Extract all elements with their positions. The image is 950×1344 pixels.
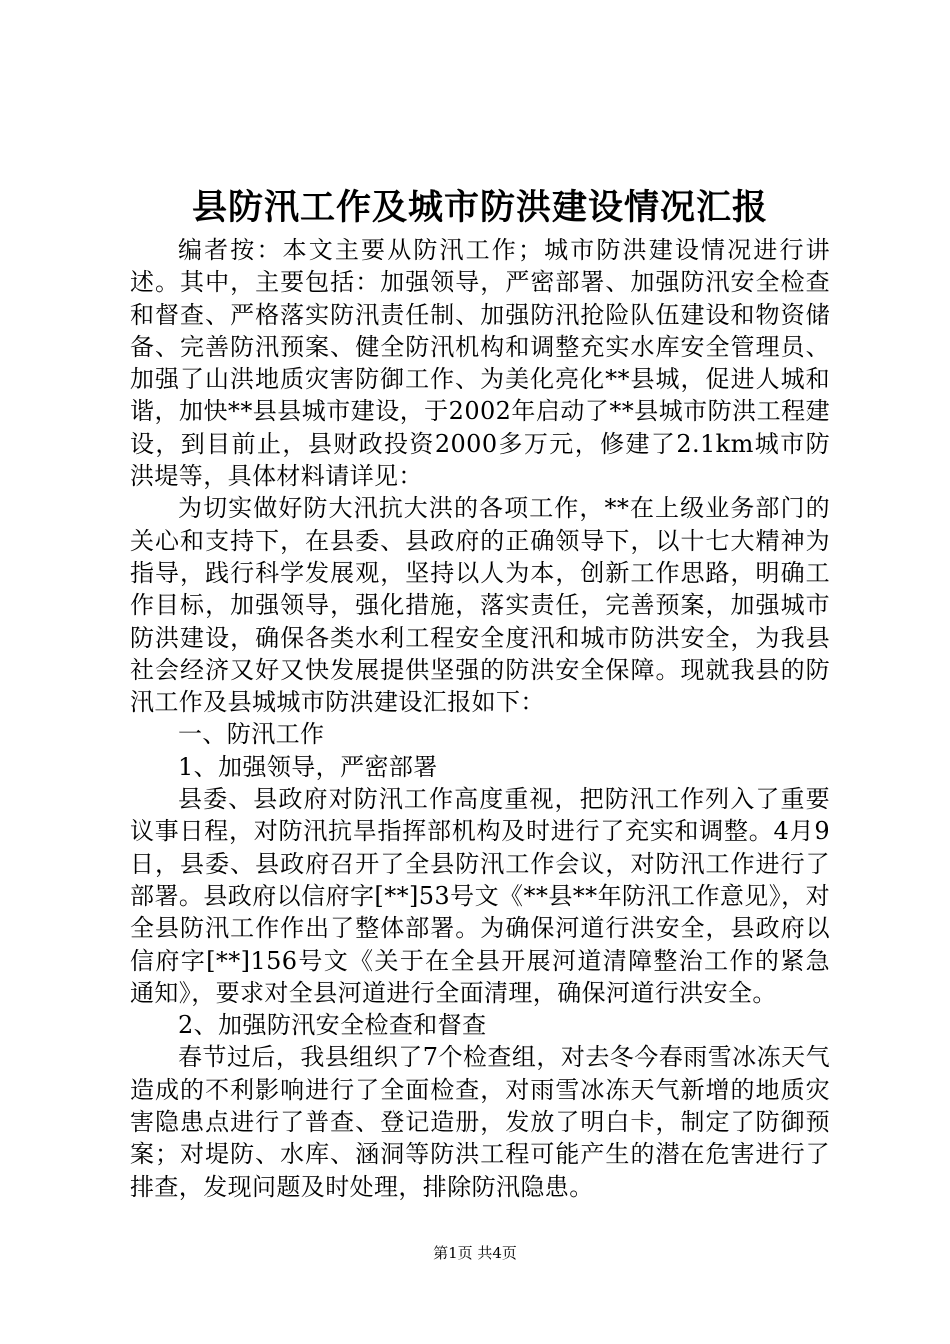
document-title: 县防汛工作及城市防洪建设情况汇报 — [191, 187, 768, 228]
page-footer: 第1页 共4页 — [433, 1244, 517, 1262]
intro-paragraph: 为切实做好防大汛抗大洪的各项工作，**在上级业务部门的关心和支持下，在县委、县政府的正确领导下，以十七大精神为指导，践行科学发展观，坚持以人为本，创新工作思路，明确工作目标，加强领导，强化措施，落实责任，完善预案，加强城市防洪建设，确保各类水利工程安全度汛和城市防洪安全，为我县社会经济又好又快发展提供坚强的防洪安全保障。现就我县的防汛工作及县城城市防洪建设汇报如下： — [130, 494, 830, 717]
section-heading-flood-control: 一、防汛工作 — [178, 720, 325, 749]
editor-note-paragraph: 编者按：本文主要从防汛工作；城市防洪建设情况进行讲述。其中，主要包括：加强领导，严密部署、加强防汛安全检查和督查、严格落实防汛责任制、加强防汛抢险队伍建设和物资储备、完善防汛预案、健全防汛机构和调整充实水库安全管理员、加强了山洪地质灾害防御工作、为美化亮化**县城，促进人城和谐，加快**县县城市建设，于2002年启动了**县城市防洪工程建设，到目前止，县财政投资2000多万元，修建了2.1km城市防洪堤等，具体材料请详见： — [130, 236, 830, 491]
leadership-paragraph: 县委、县政府对防汛工作高度重视，把防汛工作列入了重要议事日程，对防汛抗旱指挥部机构及时进行了充实和调整。4月9日，县委、县政府召开了全县防汛工作会议，对防汛工作进行了部署。县政府以信府字[**]53号文《**县**年防汛工作意见》，对全县防汛工作作出了整体部署。为确保河道行洪安全，县政府以信府字[**]156号文《关于在全县开展河道清障整治工作的紧急通知》，要求对全县河道进行全面清理，确保河道行洪安全。 — [130, 785, 830, 1007]
subheading-inspection: 2、加强防汛安全检查和督查 — [178, 1011, 487, 1040]
inspection-paragraph: 春节过后，我县组织了7个检查组，对去冬今春雨雪冰冻天气造成的不利影响进行了全面检查，对雨雪冰冻天气新增的地质灾害隐患点进行了普查、登记造册，发放了明白卡，制定了防御预案；对堤防、水库、涵洞等防洪工程可能产生的潜在危害进行了排查，发现问题及时处理，排除防汛隐患。 — [130, 1043, 830, 1201]
subheading-leadership: 1、加强领导，严密部署 — [178, 752, 438, 781]
document-body — [130, 178, 830, 1203]
